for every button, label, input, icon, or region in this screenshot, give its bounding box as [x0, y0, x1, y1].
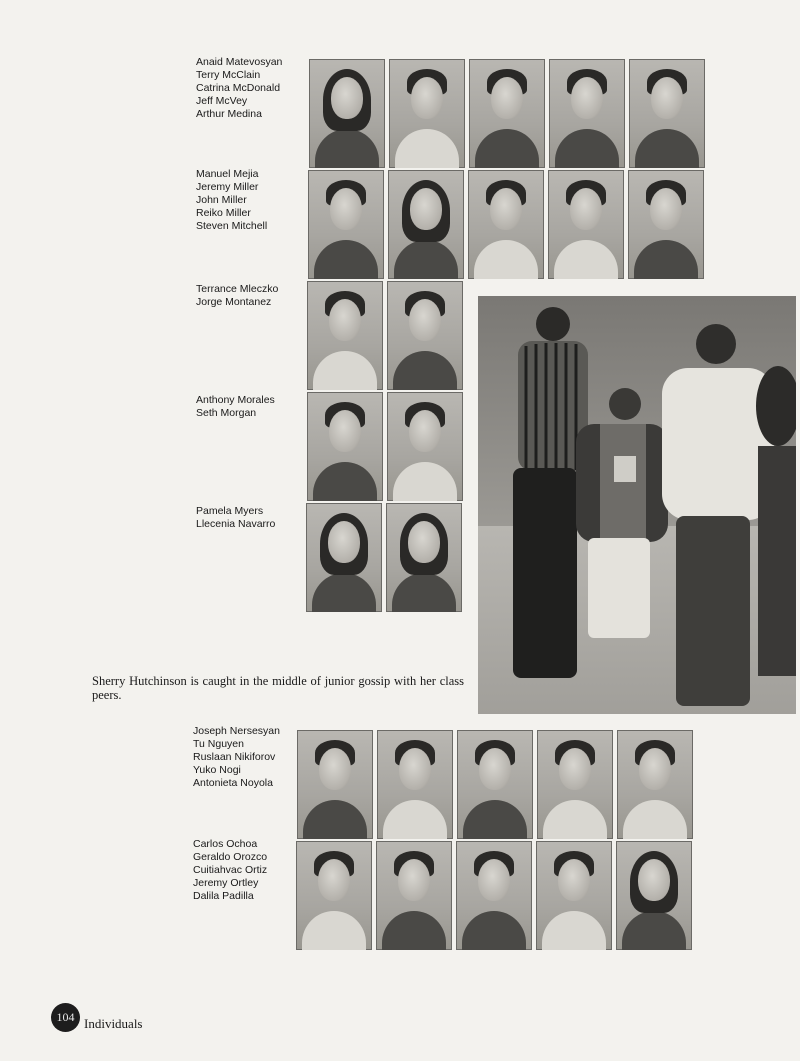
- portrait-photo: [307, 281, 383, 390]
- portrait-row-7: [296, 841, 692, 950]
- name-list-group-1: [196, 56, 282, 121]
- student-name: Arthur Medina: [196, 108, 262, 120]
- portrait-row-6: [297, 730, 693, 839]
- name-list-group-6: [193, 725, 280, 790]
- student-name: Seth Morgan: [196, 407, 257, 419]
- student-name: Anaid Matevosyan: [196, 56, 283, 68]
- name-list-group-5: [196, 505, 275, 531]
- portrait-photo: [548, 170, 624, 279]
- student-name: Cuitiahvac Ortiz: [193, 864, 268, 876]
- name-list-group-3: [196, 283, 278, 309]
- student-name: Yuko Nogi: [193, 764, 241, 776]
- page-number-badge: [51, 1003, 80, 1032]
- name-list-group-2: [196, 168, 267, 233]
- portrait-row-2: [308, 170, 704, 279]
- student-name: Antonieta Noyola: [193, 777, 273, 789]
- name-list-group-7: [193, 838, 267, 903]
- portrait-photo: [628, 170, 704, 279]
- portrait-photo: [376, 841, 452, 950]
- portrait-row-1: [309, 59, 705, 168]
- student-name: Terrance Mleczko: [196, 283, 279, 295]
- portrait-row-3: [307, 281, 463, 390]
- portrait-photo: [469, 59, 545, 168]
- portrait-photo: [549, 59, 625, 168]
- portrait-photo: [386, 503, 462, 612]
- student-name: Manuel Mejia: [196, 168, 259, 180]
- student-name: Jeremy Ortley: [193, 877, 259, 889]
- student-name: Geraldo Orozco: [193, 851, 268, 863]
- photo-caption: Sherry Hutchinson is caught in the middle of junior gossip with her class peers.: [92, 674, 464, 702]
- feature-photo: [478, 296, 796, 714]
- student-name: Llecenia Navarro: [196, 518, 276, 530]
- portrait-photo: [308, 170, 384, 279]
- portrait-photo: [617, 730, 693, 839]
- page-number: 104: [56, 1010, 75, 1024]
- portrait-photo: [457, 730, 533, 839]
- student-name: Catrina McDonald: [196, 82, 281, 94]
- portrait-photo: [616, 841, 692, 950]
- student-name: Steven Mitchell: [196, 220, 268, 232]
- student-name: Reiko Miller: [196, 207, 251, 219]
- feature-photo-scene: [478, 296, 796, 714]
- portrait-photo: [456, 841, 532, 950]
- portrait-photo: [468, 170, 544, 279]
- portrait-photo: [306, 503, 382, 612]
- student-name: Joseph Nersesyan: [193, 725, 280, 737]
- portrait-photo: [388, 170, 464, 279]
- portrait-row-5: [306, 503, 462, 612]
- portrait-photo: [389, 59, 465, 168]
- student-name: Tu Nguyen: [193, 738, 244, 750]
- student-name: Pamela Myers: [196, 505, 264, 517]
- student-name: Anthony Morales: [196, 394, 275, 406]
- student-name: Dalila Padilla: [193, 890, 254, 902]
- name-list-group-4: [196, 394, 275, 420]
- student-name: Ruslaan Nikiforov: [193, 751, 276, 763]
- student-name: Carlos Ochoa: [193, 838, 258, 850]
- student-name: Jeff McVey: [196, 95, 248, 107]
- student-name: Jeremy Miller: [196, 181, 259, 193]
- portrait-row-4: [307, 392, 463, 501]
- portrait-photo: [377, 730, 453, 839]
- portrait-photo: [629, 59, 705, 168]
- student-name: Jorge Montanez: [196, 296, 272, 308]
- portrait-photo: [537, 730, 613, 839]
- portrait-photo: [387, 392, 463, 501]
- portrait-photo: [309, 59, 385, 168]
- portrait-photo: [297, 730, 373, 839]
- student-name: John Miller: [196, 194, 247, 206]
- portrait-photo: [296, 841, 372, 950]
- section-title: Individuals: [84, 1016, 143, 1031]
- portrait-photo: [536, 841, 612, 950]
- student-name: Terry McClain: [196, 69, 261, 81]
- portrait-photo: [387, 281, 463, 390]
- portrait-photo: [307, 392, 383, 501]
